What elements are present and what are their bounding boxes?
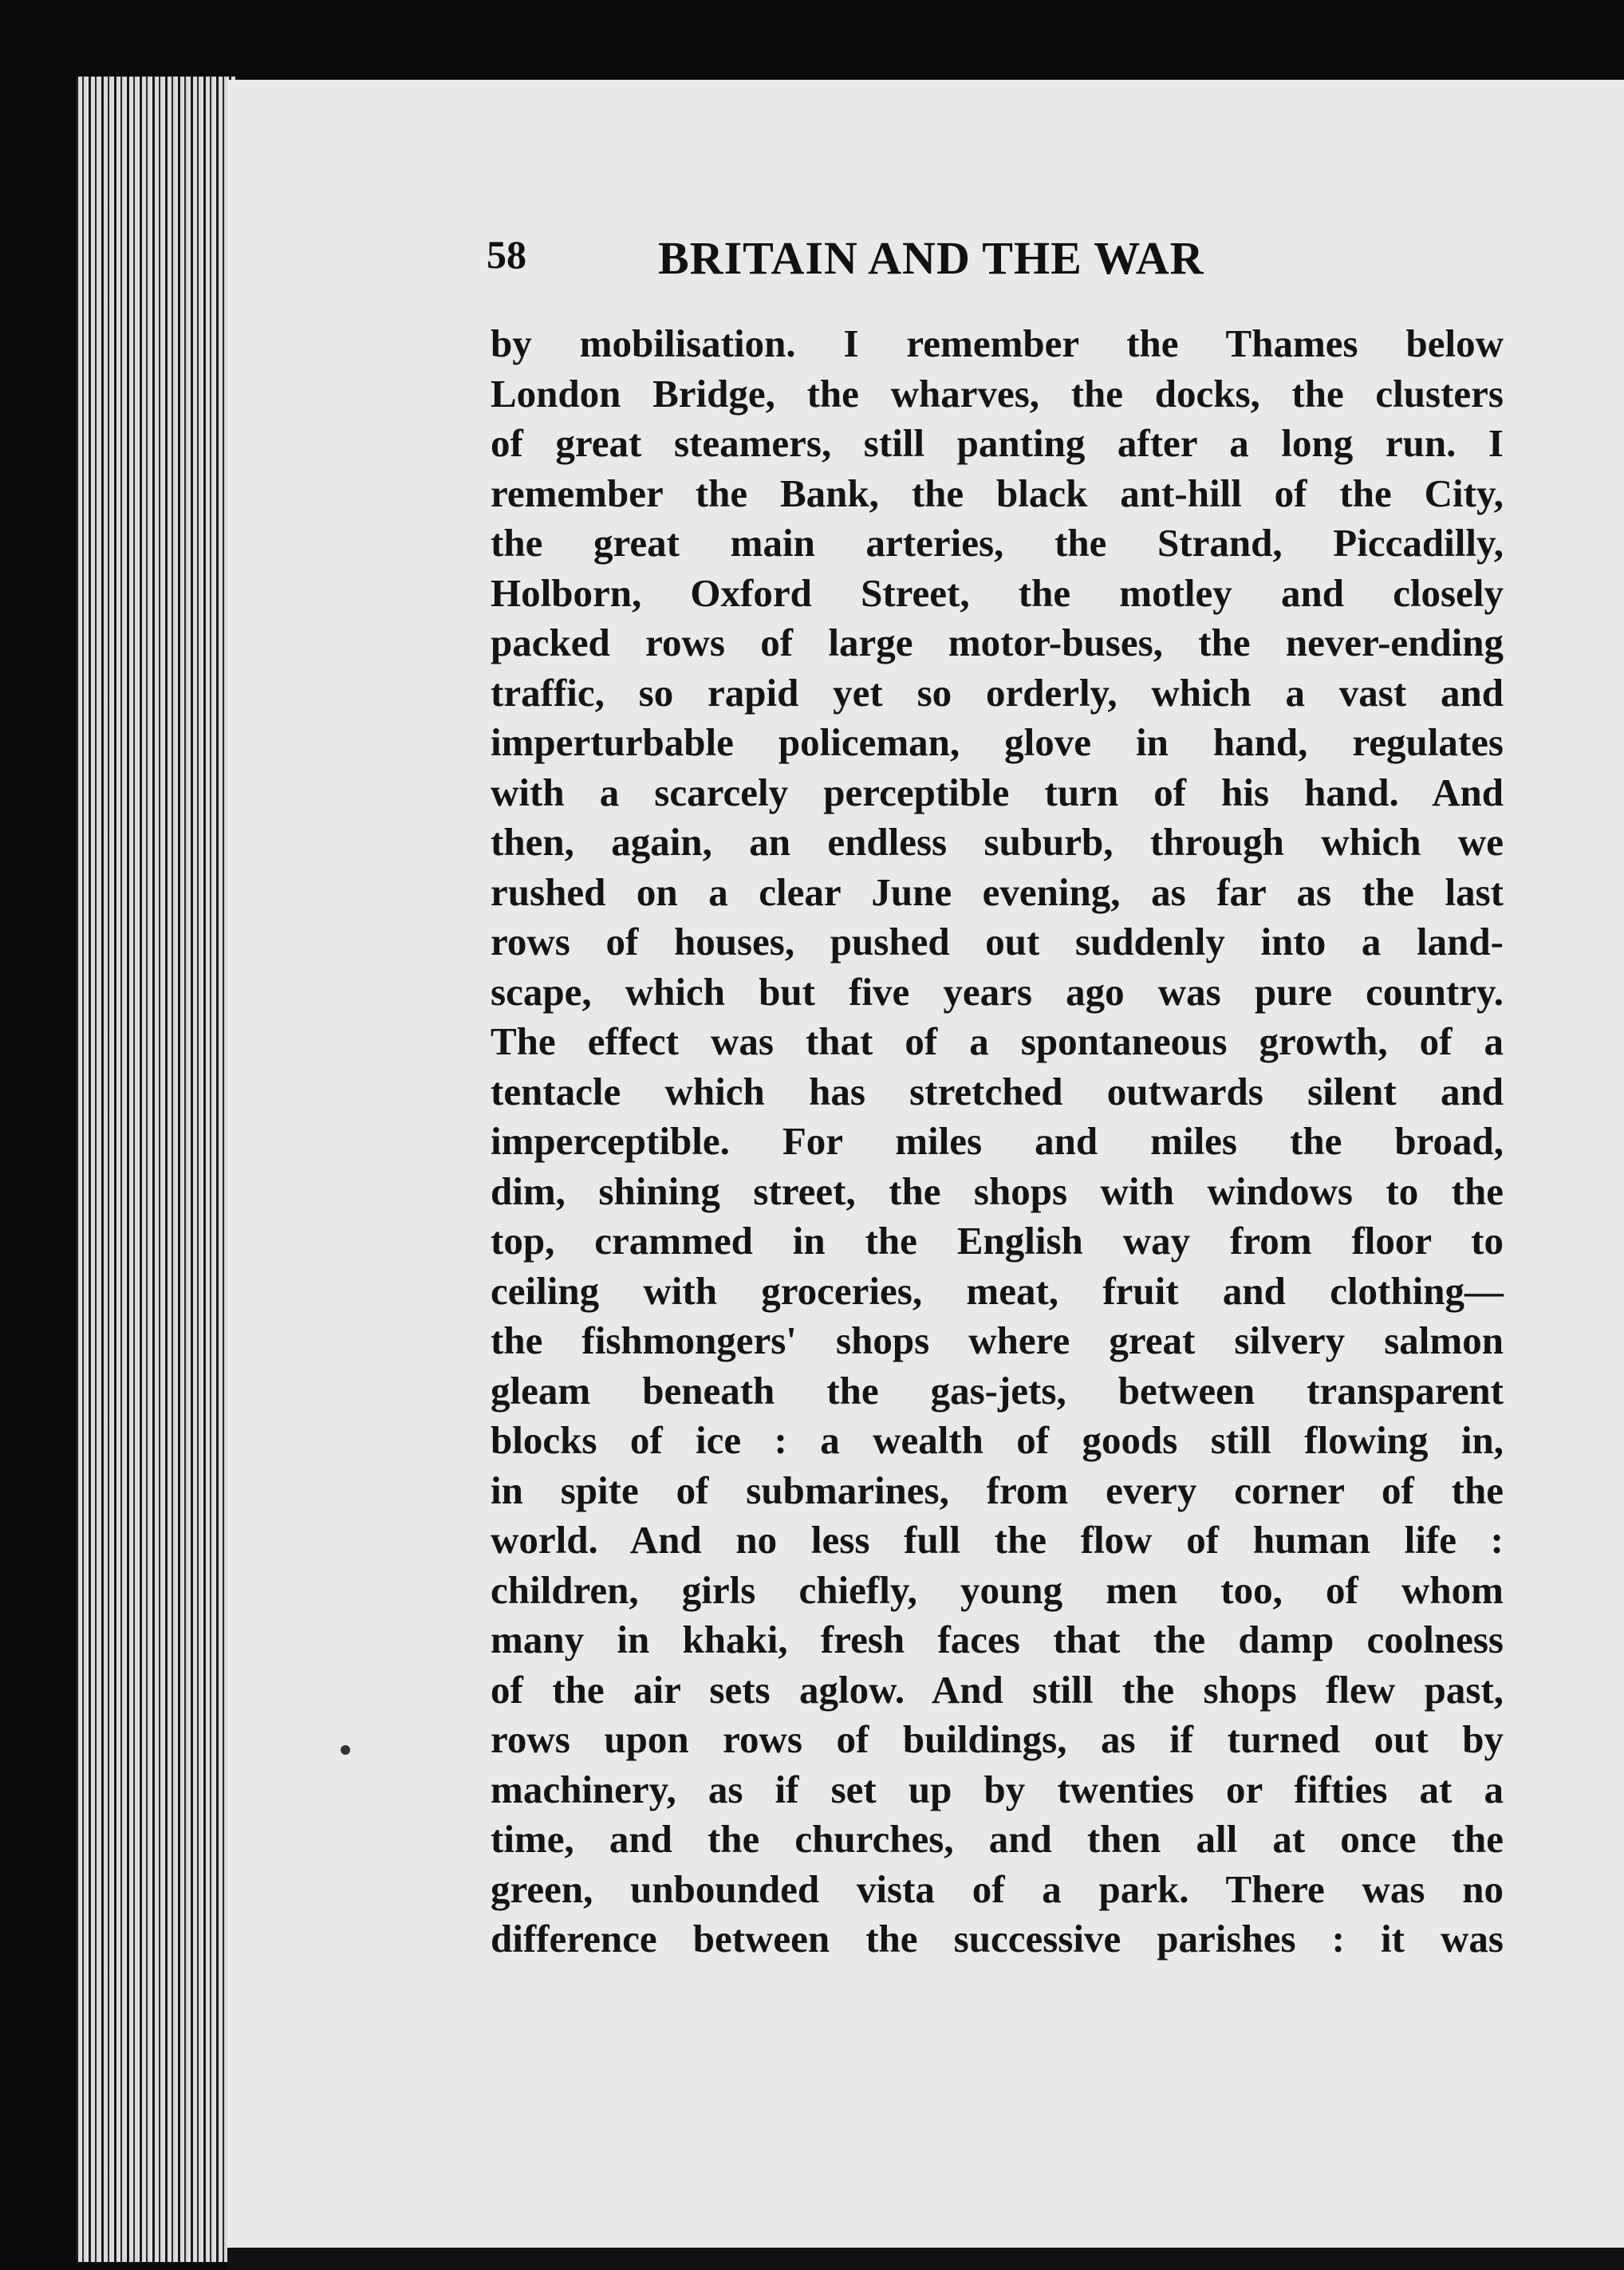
stray-ink-dot [341,1745,350,1755]
text-line: The effect was that of a spontaneous growth, of a [491,1019,1504,1063]
text-line: imperturbable policeman, glove in hand, regulates [491,720,1504,764]
text-line: in spite of submarines, from every corner of the [491,1468,1504,1512]
text-line: by mobilisation. I remember the Thames below [491,321,1504,365]
text-line: the fishmongers' shops where great silvery salmon [491,1318,1504,1362]
text-line: world. And no less full the flow of human life : [491,1518,1504,1562]
text-line: gleam beneath the gas-jets, between transparent [491,1368,1504,1413]
text-line: of great steamers, still panting after a long run. I [491,421,1504,465]
text-line: dim, shining street, the shops with windows to the [491,1168,1504,1213]
text-line: of the air sets aglow. And still the shops flew past, [491,1667,1504,1712]
text-line: the great main arteries, the Strand, Piccadilly, [491,521,1504,565]
text-line: time, and the churches, and then all at once the [491,1817,1504,1861]
text-line: Holborn, Oxford Street, the motley and closely [491,570,1504,615]
book-page-edges [76,77,235,2262]
text-line: packed rows of large motor-buses, the never-ending [491,621,1504,664]
text-line: imperceptible. For miles and miles the broad, [491,1119,1504,1163]
text-line: top, crammed in the English way from floor to [491,1219,1504,1263]
page-header [487,231,1316,287]
text-line: with a scarcely perceptible turn of his hand. And [491,770,1504,814]
text-line: traffic, so rapid yet so orderly, which a vast and [491,670,1504,715]
text-line: rows of houses, pushed out suddenly into a land- [491,920,1504,964]
text-line: children, girls chiefly, young men too, of whom [491,1567,1504,1612]
text-line: blocks of ice : a wealth of goods still flowing in, [491,1418,1504,1462]
text-line: many in khaki, fresh faces that the damp coolness [491,1618,1504,1661]
text-line: rows upon rows of buildings, as if turned out by [491,1717,1504,1761]
page-bottom-shadow [227,2248,1624,2270]
text-line: ceiling with groceries, meat, fruit and clothing— [491,1268,1504,1313]
body-text [491,319,1504,1965]
text-line: rushed on a clear June evening, as far as the last [491,869,1504,914]
text-line: tentacle which has stretched outwards silent and [491,1069,1504,1113]
text-line: remember the Bank, the black ant-hill of the City, [491,471,1504,515]
running-head: BRITAIN AND THE WAR [658,232,1204,284]
text-line: then, again, an endless suburb, through which we [491,820,1504,864]
text-line: green, unbounded vista of a park. There was no [491,1866,1504,1911]
page-number: 58 [487,232,526,277]
text-line: London Bridge, the wharves, the docks, the clusters [491,371,1504,416]
text-line: machinery, as if set up by twenties or fifties at a [491,1767,1504,1811]
text-line: scape, which but five years ago was pure country. [491,969,1504,1014]
text-line: difference between the successive parishes : it was [491,1917,1504,1961]
